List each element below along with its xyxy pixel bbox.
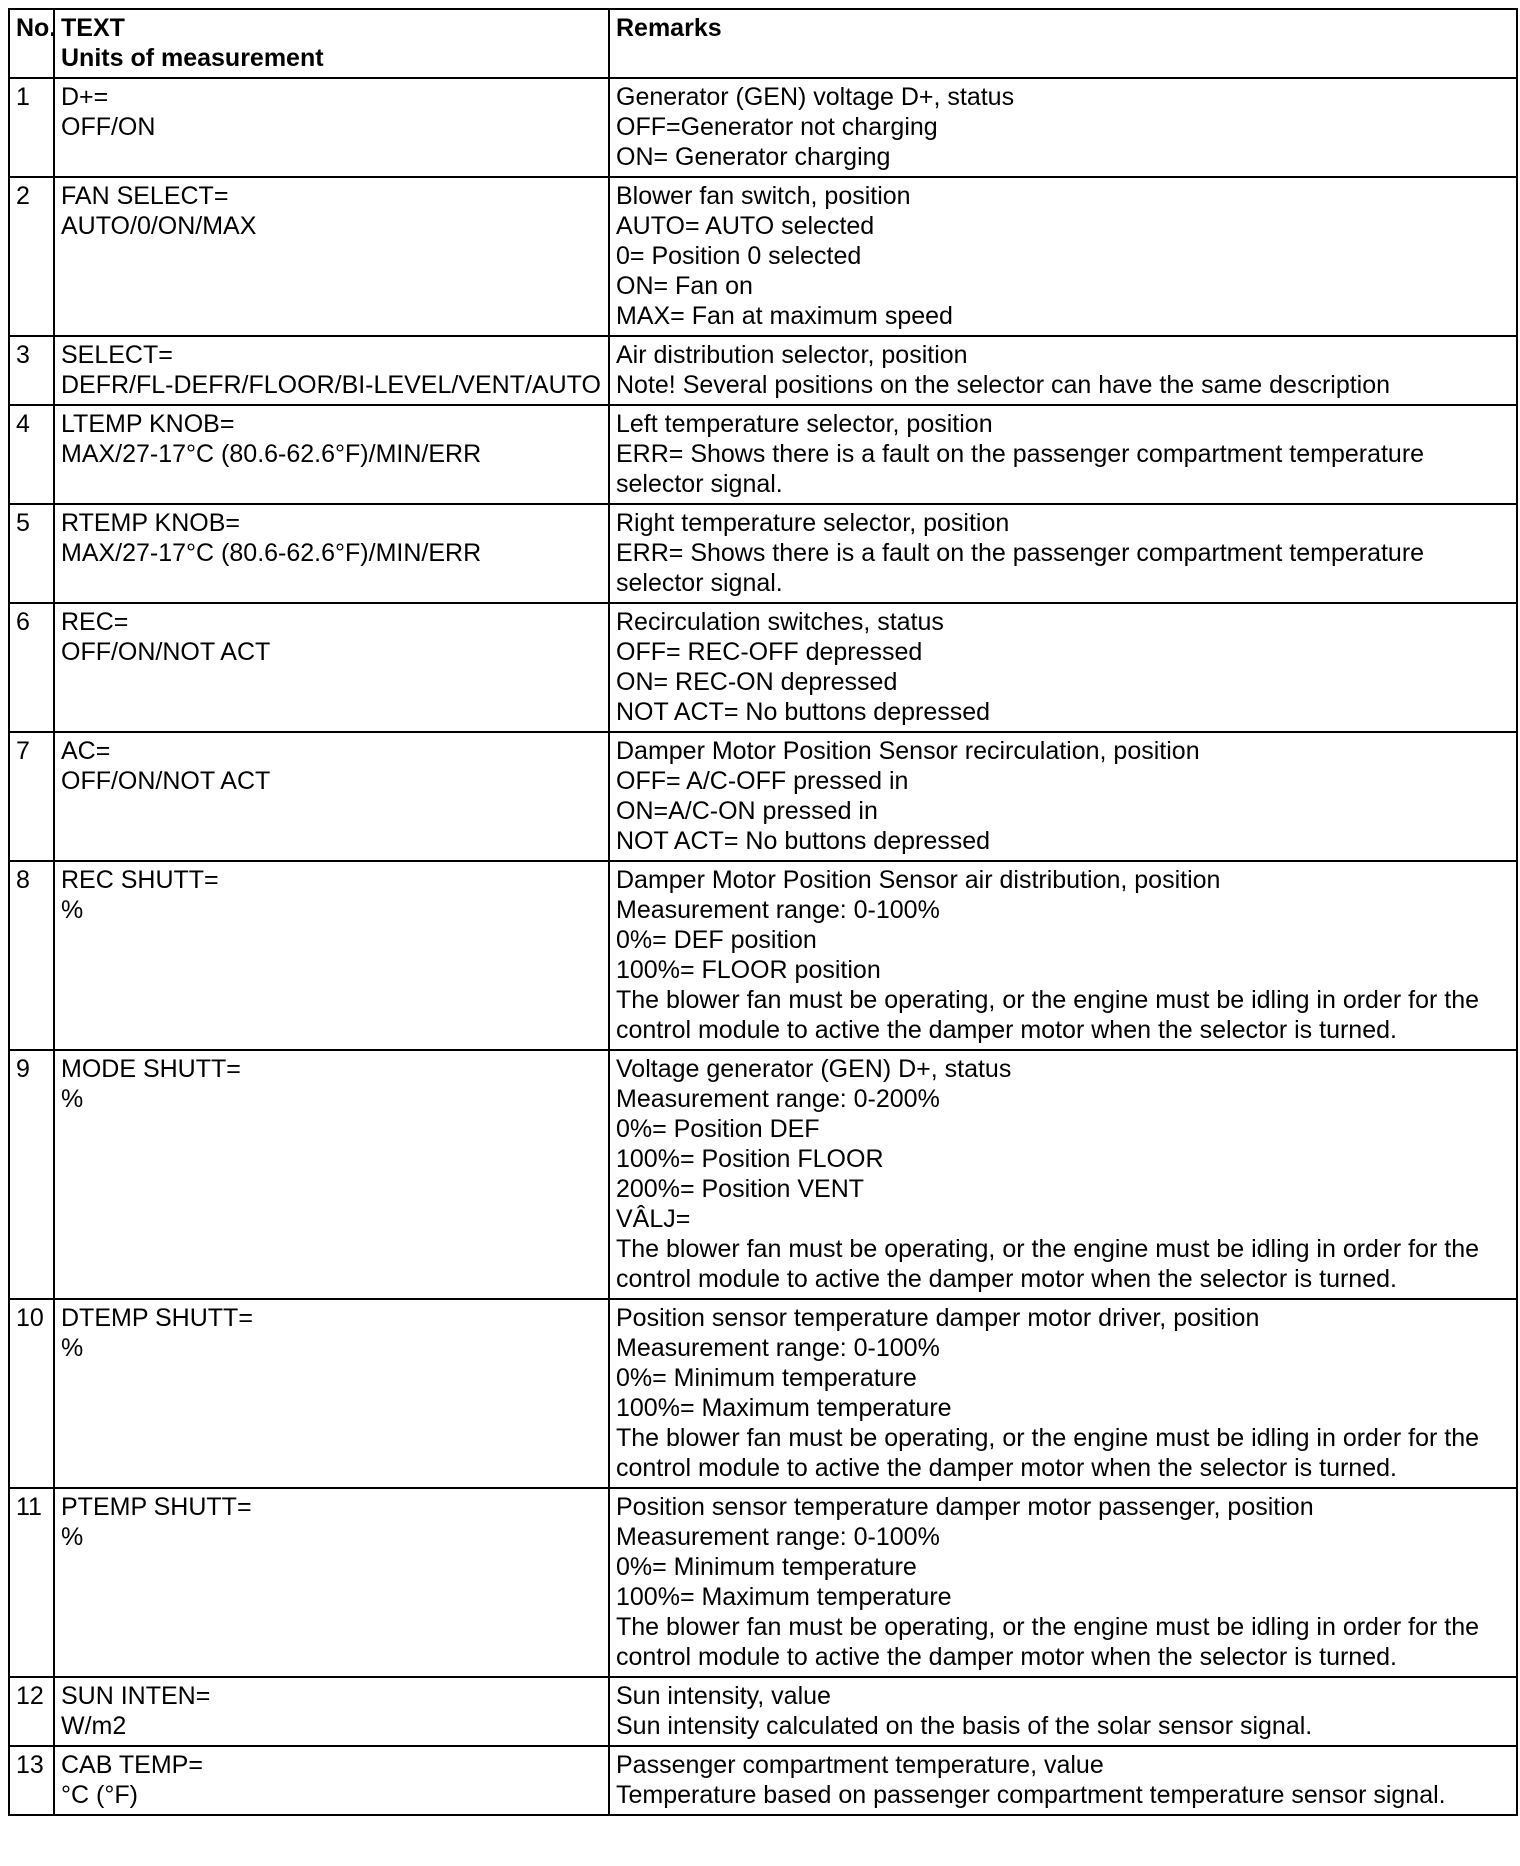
parameter-units: % [61, 896, 84, 924]
remark-line: The blower fan must be operating, or the engine must be idling in order for the [616, 1613, 1480, 1641]
table-row [9, 1488, 1517, 1677]
remark-line: control module to active the damper motor when the selector is turned. [616, 1454, 1397, 1482]
remark-line: selector signal. [616, 569, 783, 597]
parameter-units: AUTO/0/ON/MAX [61, 212, 257, 240]
parameter-units: MAX/27-17°C (80.6-62.6°F)/MIN/ERR [61, 539, 482, 567]
row-remarks-cell [609, 1299, 1517, 1488]
row-number: 2 [9, 177, 54, 336]
row-text-cell [54, 861, 609, 1050]
remark-line: NOT ACT= No buttons depressed [616, 698, 991, 726]
table-body [9, 78, 1517, 1815]
row-number: 6 [9, 603, 54, 732]
remark-line: Right temperature selector, position [616, 509, 1010, 537]
row-number: 3 [9, 336, 54, 405]
parameter-units: OFF/ON/NOT ACT [61, 767, 271, 795]
remark-line: ON= Fan on [616, 272, 753, 300]
remark-line: 0%= Minimum temperature [616, 1364, 917, 1392]
table-row [9, 177, 1517, 336]
remark-line: AUTO= AUTO selected [616, 212, 875, 240]
row-number: 10 [9, 1299, 54, 1488]
table-row [9, 603, 1517, 732]
parameter-units: W/m2 [61, 1712, 127, 1740]
parameter-units: OFF/ON/NOT ACT [61, 638, 271, 666]
parameter-name: SUN INTEN= [61, 1682, 211, 1710]
remark-line: Measurement range: 0-100% [616, 896, 940, 924]
header-remarks: Remarks [609, 9, 1517, 78]
remark-line: 0%= DEF position [616, 926, 817, 954]
table-row [9, 1746, 1517, 1815]
remark-line: The blower fan must be operating, or the engine must be idling in order for the [616, 1235, 1480, 1263]
remark-line: Damper Motor Position Sensor recirculation, position [616, 737, 1200, 765]
row-text-cell [54, 405, 609, 504]
table-row [9, 1677, 1517, 1746]
parameter-name: REC SHUTT= [61, 866, 219, 894]
remark-line: 100%= Maximum temperature [616, 1583, 952, 1611]
parameter-units: DEFR/FL-DEFR/FLOOR/BI-LEVEL/VENT/AUTO [61, 371, 601, 399]
header-text [54, 9, 609, 78]
header-text-line: TEXT [61, 14, 125, 42]
remark-line: Recirculation switches, status [616, 608, 944, 636]
remark-line: MAX= Fan at maximum speed [616, 302, 953, 330]
remark-line: Sun intensity, value [616, 1682, 831, 1710]
remark-line: control module to active the damper motor when the selector is turned. [616, 1016, 1397, 1044]
table-row [9, 1299, 1517, 1488]
row-remarks-cell [609, 603, 1517, 732]
remark-line: Position sensor temperature damper motor driver, position [616, 1304, 1260, 1332]
row-remarks-cell [609, 78, 1517, 177]
row-text-cell [54, 1488, 609, 1677]
parameter-table [8, 8, 1518, 1816]
remark-line: Sun intensity calculated on the basis of the solar sensor signal. [616, 1712, 1313, 1740]
row-remarks-cell [609, 336, 1517, 405]
remark-line: control module to active the damper motor when the selector is turned. [616, 1265, 1397, 1293]
remark-line: Voltage generator (GEN) D+, status [616, 1055, 1012, 1083]
row-number: 11 [9, 1488, 54, 1677]
remark-line: ERR= Shows there is a fault on the passenger compartment temperature [616, 539, 1425, 567]
table-row [9, 78, 1517, 177]
parameter-units: % [61, 1085, 84, 1113]
table-header-row [9, 9, 1517, 78]
remark-line: Damper Motor Position Sensor air distribution, position [616, 866, 1221, 894]
remark-line: 100%= FLOOR position [616, 956, 881, 984]
remark-line: Measurement range: 0-100% [616, 1334, 940, 1362]
row-number: 9 [9, 1050, 54, 1299]
remark-line: Note! Several positions on the selector can have the same description [616, 371, 1391, 399]
row-remarks-cell [609, 1746, 1517, 1815]
parameter-name: DTEMP SHUTT= [61, 1304, 253, 1332]
row-text-cell [54, 732, 609, 861]
remark-line: ON=A/C-ON pressed in [616, 797, 878, 825]
table-row [9, 861, 1517, 1050]
remark-line: 0= Position 0 selected [616, 242, 862, 270]
remark-line: Measurement range: 0-100% [616, 1523, 940, 1551]
row-text-cell [54, 1299, 609, 1488]
remark-line: Passenger compartment temperature, value [616, 1751, 1104, 1779]
row-remarks-cell [609, 177, 1517, 336]
parameter-units: MAX/27-17°C (80.6-62.6°F)/MIN/ERR [61, 440, 482, 468]
remark-line: 0%= Minimum temperature [616, 1553, 917, 1581]
remark-line: ERR= Shows there is a fault on the passenger compartment temperature [616, 440, 1425, 468]
remark-line: 0%= Position DEF [616, 1115, 820, 1143]
row-text-cell [54, 504, 609, 603]
remark-line: The blower fan must be operating, or the engine must be idling in order for the [616, 986, 1480, 1014]
remark-line: ON= REC-ON depressed [616, 668, 898, 696]
row-remarks-cell [609, 1050, 1517, 1299]
parameter-name: CAB TEMP= [61, 1751, 203, 1779]
row-text-cell [54, 78, 609, 177]
remark-line: selector signal. [616, 470, 783, 498]
row-text-cell [54, 1746, 609, 1815]
header-no: No. [9, 9, 54, 78]
parameter-name: D+= [61, 83, 109, 111]
remark-line: Measurement range: 0-200% [616, 1085, 940, 1113]
row-remarks-cell [609, 861, 1517, 1050]
row-number: 8 [9, 861, 54, 1050]
remark-line: The blower fan must be operating, or the engine must be idling in order for the [616, 1424, 1480, 1452]
remark-line: ON= Generator charging [616, 143, 891, 171]
table-row [9, 405, 1517, 504]
table-row [9, 732, 1517, 861]
row-remarks-cell [609, 405, 1517, 504]
row-number: 4 [9, 405, 54, 504]
remark-line: Temperature based on passenger compartment temperature sensor signal. [616, 1781, 1446, 1809]
remark-line: OFF= REC-OFF depressed [616, 638, 923, 666]
parameter-units: % [61, 1523, 84, 1551]
row-text-cell [54, 1050, 609, 1299]
remark-line: Generator (GEN) voltage D+, status [616, 83, 1015, 111]
remark-line: 200%= Position VENT [616, 1175, 865, 1203]
row-remarks-cell [609, 1677, 1517, 1746]
row-text-cell [54, 603, 609, 732]
row-remarks-cell [609, 504, 1517, 603]
row-number: 12 [9, 1677, 54, 1746]
row-text-cell [54, 177, 609, 336]
parameter-name: LTEMP KNOB= [61, 410, 235, 438]
remark-line: OFF= A/C-OFF pressed in [616, 767, 909, 795]
parameter-name: PTEMP SHUTT= [61, 1493, 252, 1521]
row-number: 1 [9, 78, 54, 177]
remark-line: Air distribution selector, position [616, 341, 968, 369]
parameter-name: SELECT= [61, 341, 173, 369]
row-remarks-cell [609, 1488, 1517, 1677]
parameter-units: °C (°F) [61, 1781, 138, 1809]
parameter-name: MODE SHUTT= [61, 1055, 241, 1083]
parameter-name: RTEMP KNOB= [61, 509, 240, 537]
remark-line: OFF=Generator not charging [616, 113, 938, 141]
table-row [9, 504, 1517, 603]
parameter-units: OFF/ON [61, 113, 156, 141]
remark-line: Position sensor temperature damper motor passenger, position [616, 1493, 1314, 1521]
row-number: 13 [9, 1746, 54, 1815]
row-text-cell [54, 336, 609, 405]
row-number: 7 [9, 732, 54, 861]
row-remarks-cell [609, 732, 1517, 861]
remark-line: Left temperature selector, position [616, 410, 993, 438]
parameter-name: FAN SELECT= [61, 182, 229, 210]
table-row [9, 1050, 1517, 1299]
table-row [9, 336, 1517, 405]
parameter-units: % [61, 1334, 84, 1362]
remark-line: NOT ACT= No buttons depressed [616, 827, 991, 855]
remark-line: 100%= Maximum temperature [616, 1394, 952, 1422]
row-text-cell [54, 1677, 609, 1746]
parameter-name: REC= [61, 608, 129, 636]
remark-line: VÂLJ= [616, 1205, 691, 1233]
remark-line: control module to active the damper motor when the selector is turned. [616, 1643, 1397, 1671]
header-units-line: Units of measurement [61, 44, 324, 72]
remark-line: 100%= Position FLOOR [616, 1145, 884, 1173]
remark-line: Blower fan switch, position [616, 182, 911, 210]
row-number: 5 [9, 504, 54, 603]
parameter-name: AC= [61, 737, 111, 765]
